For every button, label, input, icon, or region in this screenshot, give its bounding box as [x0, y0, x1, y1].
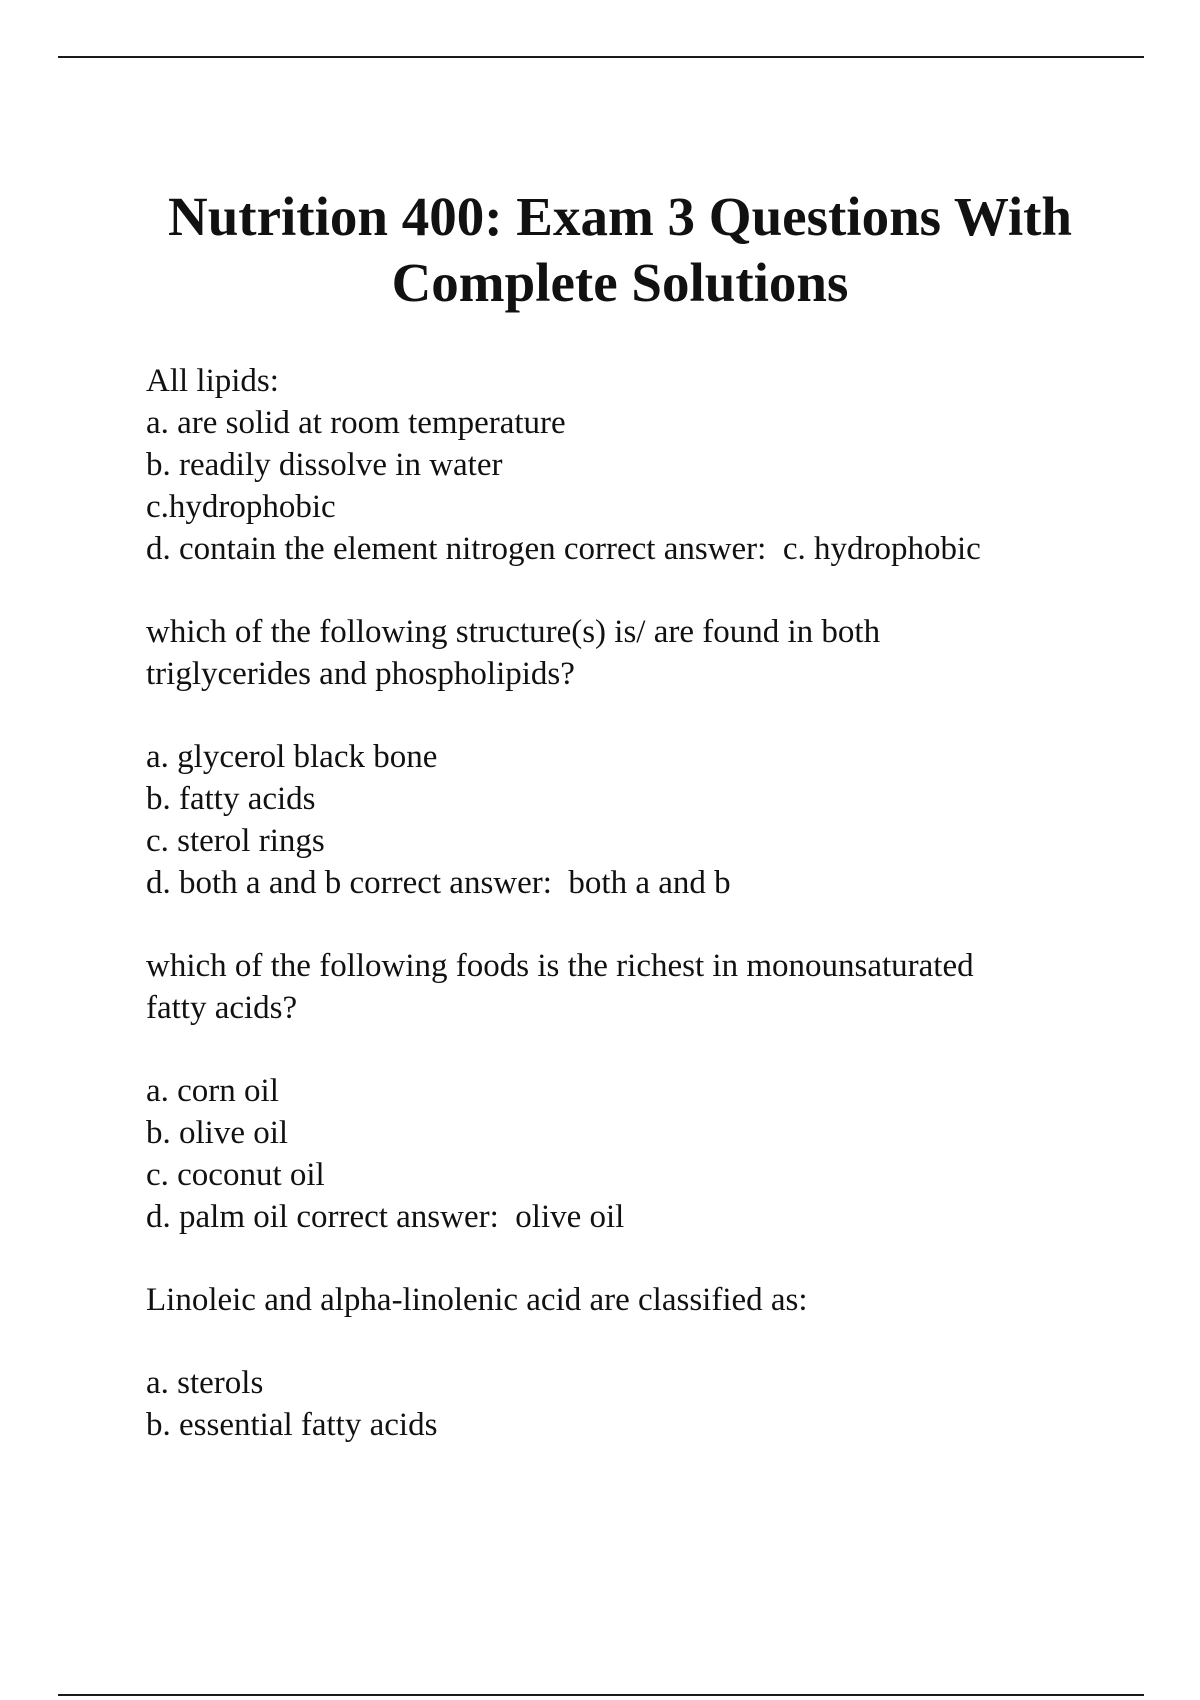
- title-line-1: Nutrition 400: Exam 3 Questions With: [167, 186, 1073, 247]
- question-1-option-d-answer: d. contain the element nitrogen correct answer: c. hydrophobic: [146, 531, 981, 567]
- question-3: [146, 945, 1146, 1238]
- question-2-prompt-line-1: which of the following structure(s) is/ are found in both: [146, 614, 881, 650]
- question-4-option-a: a. sterols: [146, 1365, 264, 1401]
- document-body: [146, 360, 1146, 1446]
- question-2: [146, 611, 1146, 904]
- question-2-option-a: a. glycerol black bone: [146, 739, 438, 775]
- top-rule: [58, 56, 1144, 58]
- question-3-option-d-answer: d. palm oil correct answer: olive oil: [146, 1199, 625, 1235]
- question-2-option-b: b. fatty acids: [146, 781, 316, 817]
- title-line-2: Complete Solutions: [391, 252, 849, 313]
- question-3-option-b: b. olive oil: [146, 1115, 289, 1151]
- question-1-option-b: b. readily dissolve in water: [146, 447, 503, 483]
- question-2-option-d-answer: d. both a and b correct answer: both a and b: [146, 865, 731, 901]
- question-4-option-b: b. essential fatty acids: [146, 1407, 438, 1443]
- question-4-prompt: Linoleic and alpha-linolenic acid are classified as:: [146, 1282, 808, 1318]
- question-1-prompt: All lipids:: [146, 363, 279, 399]
- document-title: [80, 184, 1160, 316]
- question-3-prompt-line-2: fatty acids?: [146, 990, 298, 1026]
- question-3-option-c: c. coconut oil: [146, 1157, 325, 1193]
- bottom-rule: [58, 1694, 1144, 1696]
- question-1-option-a: a. are solid at room temperature: [146, 405, 566, 441]
- question-2-option-c: c. sterol rings: [146, 823, 325, 859]
- question-4: [146, 1279, 1146, 1446]
- question-1-option-c: c.hydrophobic: [146, 489, 336, 525]
- question-3-prompt-line-1: which of the following foods is the richest in monounsaturated: [146, 948, 974, 984]
- question-3-option-a: a. corn oil: [146, 1073, 279, 1109]
- question-2-prompt-line-2: triglycerides and phospholipids?: [146, 656, 575, 692]
- question-1: [146, 360, 1146, 570]
